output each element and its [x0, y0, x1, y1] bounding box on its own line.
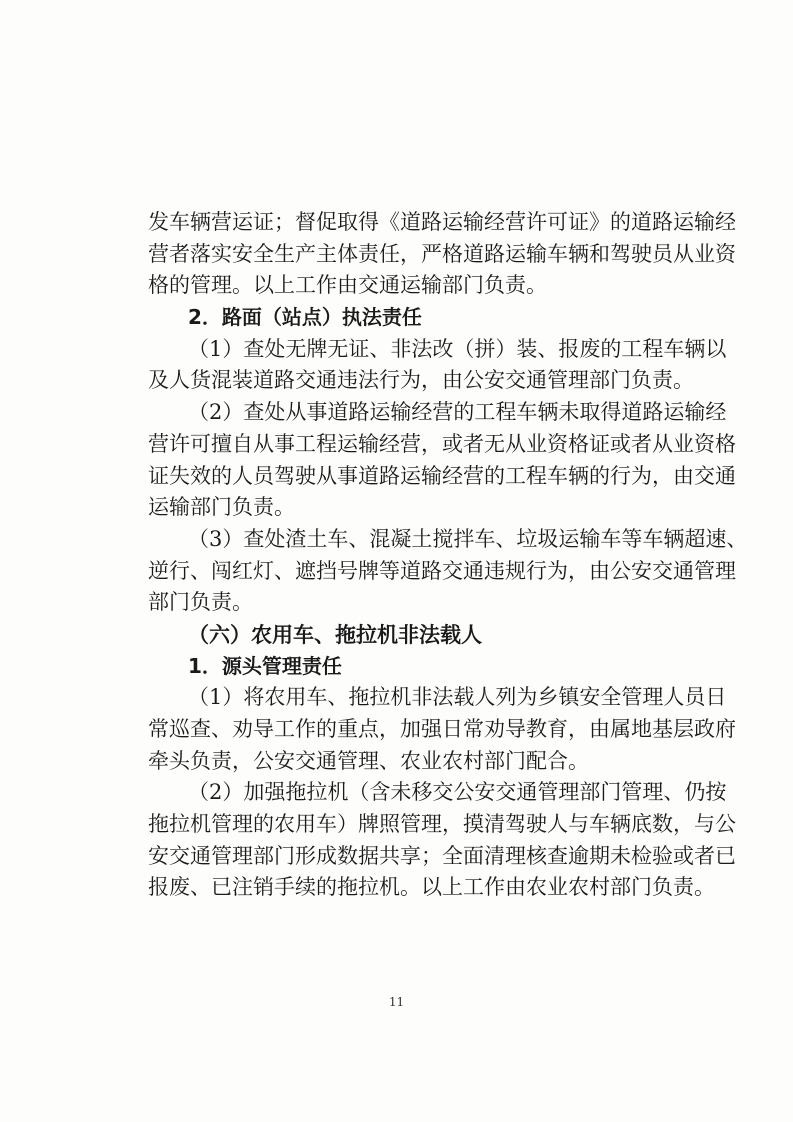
section-heading-farm-vehicles: （六）农用车、拖拉机非法载人 [188, 621, 482, 647]
paragraph-line: 常巡查、劝导工作的重点，加强日常劝导教育，由属地基层政府 [148, 717, 736, 741]
page-number: 11 [388, 995, 405, 1009]
paragraph-line: （2）加强拖拉机（含未移交公安交通管理部门管理、仍按 [188, 780, 727, 805]
paragraph-line: 发车辆营运证；督促取得《道路运输经营许可证》的道路运输经 [148, 210, 736, 234]
paragraph-line: 及人货混装道路交通违法行为，由公安交通管理部门负责。 [148, 368, 694, 393]
paragraph-line: （2）查处从事道路运输经营的工程车辆未取得道路运输经 [188, 400, 727, 425]
paragraph-line: 运输部门负责。 [148, 495, 295, 520]
paragraph-line: 营许可擅自从事工程运输经营，或者无从业资格证或者从业资格 [148, 431, 736, 456]
paragraph-line: 牵头负责，公安交通管理、农业农村部门配合。 [148, 748, 589, 773]
paragraph-line: 逆行、闯红灯、遮挡号牌等道路交通违规行为，由公安交通管理 [148, 558, 736, 583]
paragraph-line: 安交通管理部门形成数据共享；全面清理核查逾期未检验或者已 [148, 843, 736, 868]
paragraph-line: 证失效的人员驾驶从事道路运输经营的工程车辆的行为，由交通 [148, 463, 736, 488]
paragraph-line: 拖拉机管理的农用车）牌照管理，摸清驾驶人与车辆底数，与公 [148, 812, 736, 837]
paragraph-line: （3）查处渣土车、混凝土搅拌车、垃圾运输车等车辆超速、 [188, 526, 748, 551]
section-heading-source-management: 1．源头管理责任 [188, 653, 342, 678]
body-text [148, 207, 748, 904]
paragraph-line: 格的管理。以上工作由交通运输部门负责。 [148, 273, 547, 298]
section-heading-road-enforcement: 2．路面（站点）执法责任 [188, 305, 422, 330]
paragraph-line: （1）查处无牌无证、非法改（拼）装、报废的工程车辆以 [188, 336, 727, 361]
paragraph-line: （1）将农用车、拖拉机非法载人列为乡镇安全管理人员日 [188, 685, 727, 710]
paragraph-line: 报废、已注销手续的拖拉机。以上工作由农业农村部门负责。 [148, 875, 715, 900]
paragraph-line: 营者落实安全生产主体责任，严格道路运输车辆和驾驶员从业资 [148, 241, 736, 266]
paragraph-line: 部门负责。 [148, 590, 253, 615]
